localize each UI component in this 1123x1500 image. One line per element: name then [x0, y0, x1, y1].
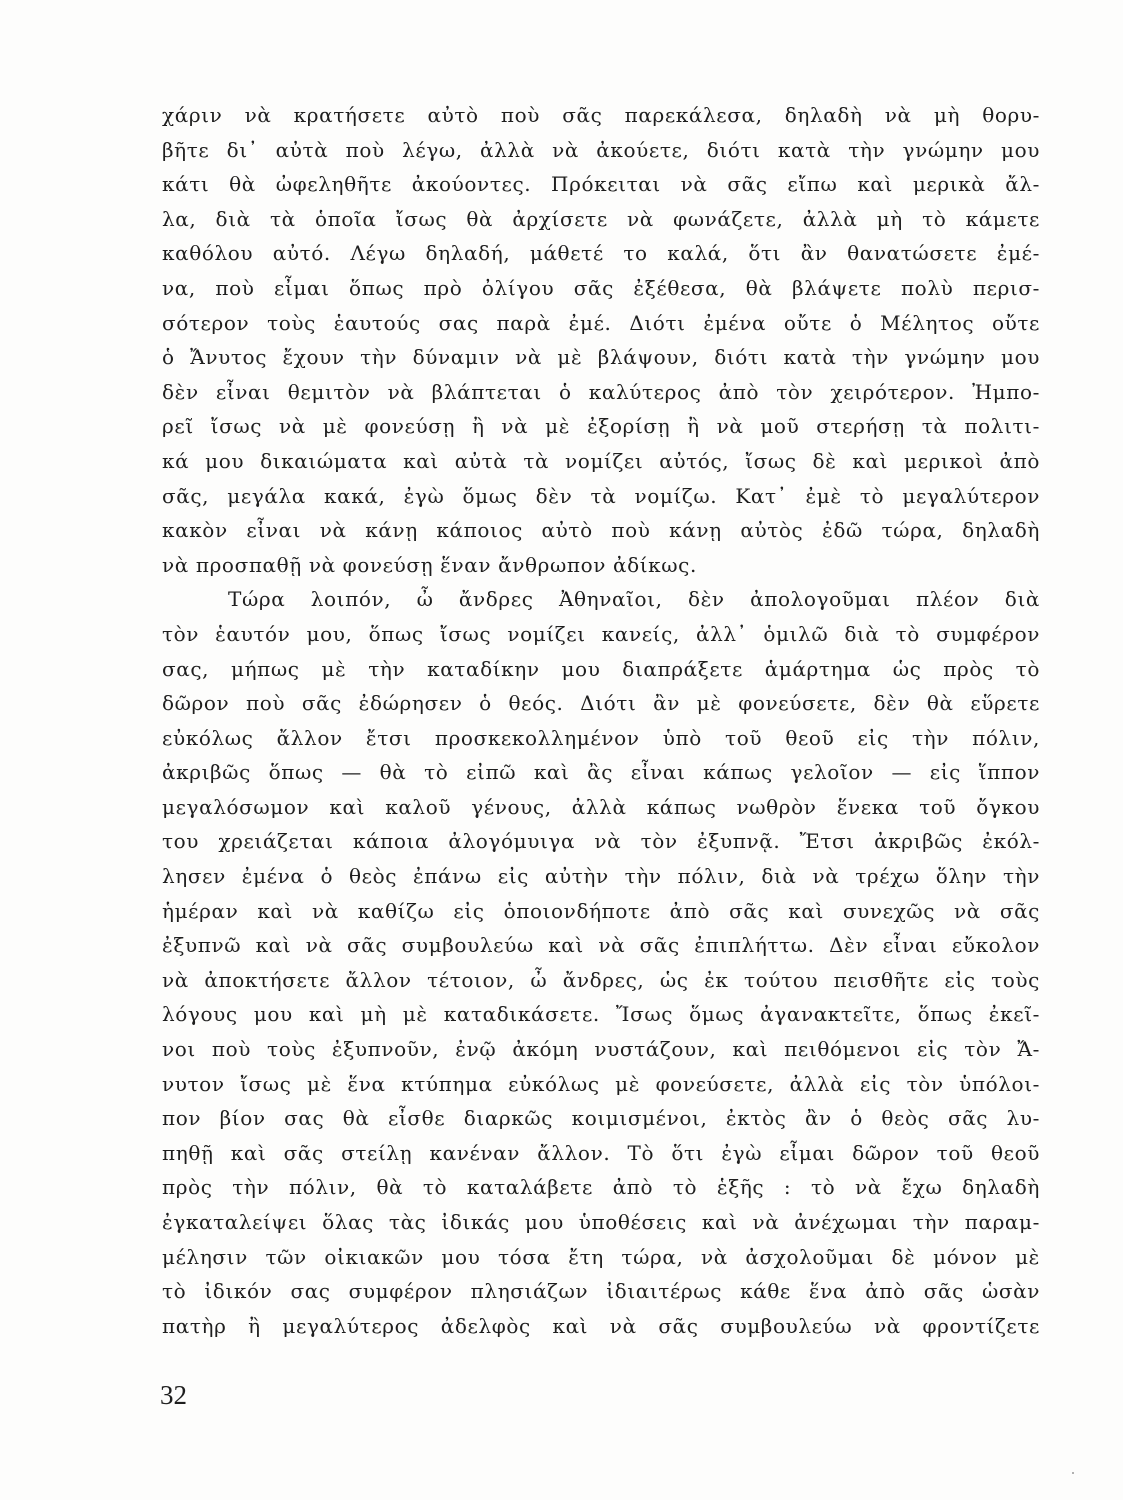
text-line: κακὸν εἶναι νὰ κάνῃ κάποιος αὐτὸ ποὺ κάνῃ αὐτὸς ἐδῶ τώρα, δηλαδὴ [162, 518, 1040, 543]
text-line: σᾶς, μεγάλα κακά, ἐγὼ ὅμως δὲν τὰ νομίζω. Κατ᾽ ἐμὲ τὸ μεγαλύτερον [162, 483, 1040, 508]
text-line: τὸν ἑαυτόν μου, ὅπως ἴσως νομίζει κανείς, ἀλλ᾽ ὁμιλῶ διὰ τὸ συμφέρον [162, 621, 1040, 646]
text-line: χάριν νὰ κρατήσετε αὐτὸ ποὺ σᾶς παρεκάλεσα, δηλαδὴ νὰ μὴ θορυ- [162, 103, 1040, 127]
text-line: πατὴρ ἢ μεγαλύτερος ἀδελφὸς καὶ νὰ σᾶς συμβουλεύω νὰ φροντίζετε [162, 1313, 1040, 1338]
text-line: πρὸς τὴν πόλιν, θὰ τὸ καταλάβετε ἀπὸ τὸ ἑξῆς : τὸ νὰ ἔχω δηλαδὴ [162, 1175, 1040, 1200]
paper-speck [1072, 1472, 1074, 1474]
text-line: δὲν εἶναι θεμιτὸν νὰ βλάπτεται ὁ καλύτερος ἀπὸ τὸν χειρότερον. Ἠμπο- [162, 379, 1040, 404]
text-line: μεγαλόσωμον καὶ καλοῦ γένους, ἀλλὰ κάπως νωθρὸν ἕνεκα τοῦ ὄγκου [162, 794, 1040, 819]
text-line: δῶρον ποὺ σᾶς ἐδώρησεν ὁ θεός. Διότι ἂν μὲ φονεύσετε, δὲν θὰ εὕρετε [162, 691, 1040, 716]
text-line: ρεῖ ἴσως νὰ μὲ φονεύσῃ ἢ νὰ μὲ ἐξορίσῃ ἢ νὰ μοῦ στερήσῃ τὰ πολιτι- [162, 414, 1040, 439]
text-line: Τώρα λοιπόν, ὦ ἄνδρες Ἀθηναῖοι, δὲν ἀπολογοῦμαι πλέον διὰ [228, 587, 1040, 612]
text-line: βῆτε δι᾽ αὐτὰ ποὺ λέγω, ἀλλὰ νὰ ἀκούετε, διότι κατὰ τὴν γνώμην μου [162, 137, 1040, 162]
text-line: νὰ ἀποκτήσετε ἄλλον τέτοιον, ὦ ἄνδρες, ὡς ἐκ τούτου πεισθῆτε εἰς τοὺς [162, 967, 1040, 992]
text-line: καθόλου αὐτό. Λέγω δηλαδή, μάθετέ το καλά, ὅτι ἂν θανατώσετε ἐμέ- [162, 241, 1040, 266]
text-line: εὐκόλως ἄλλον ἔτσι προσκεκολλημένον ὑπὸ τοῦ θεοῦ εἰς τὴν πόλιν, [162, 725, 1040, 750]
text-line: ἐξυπνῶ καὶ νὰ σᾶς συμβουλεύω καὶ νὰ σᾶς ἐπιπλήττω. Δὲν εἶναι εὔκολον [162, 933, 1040, 958]
text-line: πον βίον σας θὰ εἶσθε διαρκῶς κοιμισμένοι, ἐκτὸς ἂν ὁ θεὸς σᾶς λυ- [162, 1106, 1040, 1131]
text-line: πηθῇ καὶ σᾶς στείλῃ κανέναν ἄλλον. Τὸ ὅτι ἐγὼ εἶμαι δῶρον τοῦ θεοῦ [162, 1140, 1040, 1165]
text-line: ἐγκαταλείψει ὅλας τὰς ἰδικάς μου ὑποθέσεις καὶ νὰ ἀνέχωμαι τὴν παραμ- [162, 1210, 1040, 1234]
text-line: ἡμέραν καὶ νὰ καθίζω εἰς ὁποιονδήποτε ἀπὸ σᾶς καὶ συνεχῶς νὰ σᾶς [162, 898, 1040, 923]
text-line: ἀκριβῶς ὅπως — θὰ τὸ εἰπῶ καὶ ἂς εἶναι κάπως γελοῖον — εἰς ἵππον [162, 760, 1040, 785]
text-line: νοι ποὺ τοὺς ἐξυπνοῦν, ἐνῷ ἀκόμη νυστάζουν, καὶ πειθόμενοι εἰς τὸν Ἄ- [162, 1037, 1040, 1062]
text-line: λόγους μου καὶ μὴ μὲ καταδικάσετε. Ἴσως ὅμως ἀγανακτεῖτε, ὅπως ἐκεῖ- [162, 1002, 1040, 1027]
text-line: νὰ προσπαθῇ νὰ φονεύσῃ ἕναν ἄνθρωπον ἀδίκως. [162, 552, 697, 577]
text-line: κά μου δικαιώματα καὶ αὐτὰ τὰ νομίζει αὐτός, ἴσως δὲ καὶ μερικοὶ ἀπὸ [162, 448, 1040, 473]
text-line: σότερον τοὺς ἑαυτούς σας παρὰ ἐμέ. Διότι ἐμένα οὔτε ὁ Μέλητος οὔτε [162, 310, 1040, 335]
text-line: λα, διὰ τὰ ὁποῖα ἴσως θὰ ἀρχίσετε νὰ φωνάζετε, ἀλλὰ μὴ τὸ κάμετε [162, 206, 1040, 231]
text-line: κάτι θὰ ὠφεληθῆτε ἀκούοντες. Πρόκειται νὰ σᾶς εἴπω καὶ μερικὰ ἄλ- [162, 172, 1040, 197]
text-line: του χρειάζεται κάποια ἀλογόμυιγα νὰ τὸν ἐξυπνᾷ. Ἔτσι ἀκριβῶς ἐκόλ- [162, 829, 1040, 854]
page-number: 32 [160, 1380, 187, 1410]
body-text [162, 98, 1040, 1343]
text-line: νυτον ἴσως μὲ ἕνα κτύπημα εὐκόλως μὲ φονεύσετε, ἀλλὰ εἰς τὸν ὑπόλοι- [162, 1071, 1040, 1096]
text-line: ὁ Ἄνυτος ἔχουν τὴν δύναμιν νὰ μὲ βλάψουν, διότι κατὰ τὴν γνώμην μου [162, 345, 1040, 370]
text-line: τὸ ἰδικόν σας συμφέρον πλησιάζων ἰδιαιτέρως κάθε ἕνα ἀπὸ σᾶς ὡσὰν [162, 1279, 1040, 1304]
text-line: μέλησιν τῶν οἰκιακῶν μου τόσα ἔτη τώρα, νὰ ἀσχολοῦμαι δὲ μόνον μὲ [162, 1244, 1040, 1269]
text-line: σας, μήπως μὲ τὴν καταδίκην μου διαπράξετε ἁμάρτημα ὡς πρὸς τὸ [162, 656, 1040, 681]
text-line: λησεν ἐμένα ὁ θεὸς ἐπάνω εἰς αὐτὴν τὴν πόλιν, διὰ νὰ τρέχω ὅλην τὴν [162, 864, 1040, 889]
text-line: να, ποὺ εἶμαι ὅπως πρὸ ὀλίγου σᾶς ἐξέθεσα, θὰ βλάψετε πολὺ περισ- [162, 275, 1040, 300]
